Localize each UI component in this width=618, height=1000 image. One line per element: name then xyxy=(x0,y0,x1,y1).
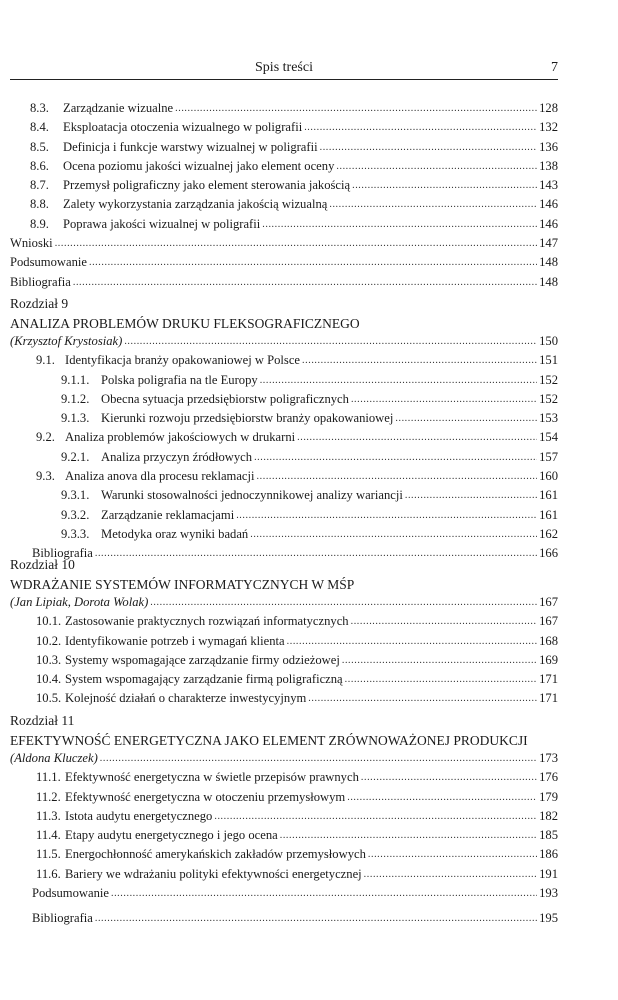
toc-entry[interactable]: 9.1.3. Kierunki rozwoju przedsiębiorstw branży opakowaniowej ..... 153 xyxy=(10,411,558,430)
toc-entry[interactable]: 10.5. Kolejność działań o charakterze inwestycyjnym ..... 171 xyxy=(10,691,558,710)
toc-entry[interactable]: Bibliografia ..... 148 xyxy=(10,275,558,294)
chapter-title: ANALIZA PROBLEMÓW DRUKU FLEKSOGRAFICZNEGO xyxy=(10,316,360,331)
chapter-10 xyxy=(10,555,558,711)
toc-entry[interactable]: 9.1.1. Polska poligrafia na tle Europy ..... 152 xyxy=(10,373,558,392)
toc-entry[interactable]: 11.3. Istota audytu energetycznego ..... 182 xyxy=(10,809,558,828)
chapter-label: Rozdział 10 xyxy=(10,557,75,572)
chapter-author[interactable]: (Krzysztof Krystosiak) ..... 150 xyxy=(10,334,558,353)
toc-entry[interactable]: Bibliografia ..... 166 xyxy=(10,546,558,565)
toc-entry[interactable]: 8.8. Zalety wykorzystania zarządzania jakością wizualną ..... 146 xyxy=(10,197,558,216)
toc-entry[interactable]: Bibliografia ..... 195 xyxy=(10,911,558,930)
toc-entry[interactable]: Podsumowanie ..... 148 xyxy=(10,255,558,274)
toc-entry[interactable]: 11.2. Efektywność energetyczna w otoczeniu przemysłowym ..... 179 xyxy=(10,790,558,809)
toc-entry[interactable]: 8.4. Eksploatacja otoczenia wizualnego w poligrafii ..... 132 xyxy=(10,120,558,139)
running-title: Spis treści xyxy=(255,60,313,75)
chapter-label: Rozdział 9 xyxy=(10,296,69,311)
toc-entry[interactable]: Podsumowanie ..... 193 xyxy=(10,886,558,905)
toc-entry[interactable]: 8.5. Definicja i funkcje warstwy wizualnej w poligrafii ..... 136 xyxy=(10,140,558,159)
toc-entry[interactable]: 8.7. Przemysł poligraficzny jako element sterowania jakością ..... 143 xyxy=(10,178,558,197)
chapter-9 xyxy=(10,294,558,566)
toc-entry[interactable]: 8.9. Poprawa jakości wizualnej w poligrafii ..... 146 xyxy=(10,217,558,236)
toc-entry[interactable]: 11.5. Energochłonność amerykańskich zakładów przemysłowych ..... 186 xyxy=(10,847,558,866)
toc-entry[interactable]: 11.6. Bariery we wdrażaniu polityki efektywności energetycznej ..... 191 xyxy=(10,867,558,886)
toc-entry[interactable]: 9.3.1. Warunki stosowalności jednoczynnikowej analizy wariancji ..... 161 xyxy=(10,488,558,507)
toc-entry[interactable]: 9.2.1. Analiza przyczyn źródłowych ..... 157 xyxy=(10,450,558,469)
chapter-author[interactable]: (Jan Lipiak, Dorota Wolak) ..... 167 xyxy=(10,595,558,614)
toc-continuation xyxy=(10,101,558,294)
toc-entry[interactable]: 9.1. Identyfikacja branży opakowaniowej w Polsce ..... 151 xyxy=(10,353,558,372)
toc-entry[interactable]: Wnioski ..... 147 xyxy=(10,236,558,255)
chapter-author[interactable]: (Aldona Kluczek) ..... 173 xyxy=(10,751,558,770)
toc-entry[interactable]: 9.3.3. Metodyka oraz wyniki badań ..... 162 xyxy=(10,527,558,546)
toc-entry[interactable]: 9.2. Analiza problemów jakościowych w drukarni ..... 154 xyxy=(10,430,558,449)
toc-entry[interactable]: 8.3. Zarządzanie wizualne ..... 128 xyxy=(10,101,558,120)
toc-entry[interactable]: 9.1.2. Obecna sytuacja przedsiębiorstw poligraficznych ..... 152 xyxy=(10,392,558,411)
page-number: 7 xyxy=(551,60,558,75)
toc-entry[interactable]: 11.4. Etapy audytu energetycznego i jego ocena ..... 185 xyxy=(10,828,558,847)
chapter-11 xyxy=(10,711,558,931)
toc-entry[interactable]: 10.2. Identyfikowanie potrzeb i wymagań klienta ..... 168 xyxy=(10,634,558,653)
chapter-title: EFEKTYWNOŚĆ ENERGETYCZNA JAKO ELEMENT ZRÓWNOWAŻONEJ PRODUKCJI xyxy=(10,733,528,748)
toc-entry[interactable]: 8.6. Ocena poziomu jakości wizualnej jako element oceny ..... 138 xyxy=(10,159,558,178)
toc-entry[interactable]: 11.1. Efektywność energetyczna w świetle przepisów prawnych ..... 176 xyxy=(10,770,558,789)
toc-entry[interactable]: 10.1. Zastosowanie praktycznych rozwiązań informatycznych ..... 167 xyxy=(10,614,558,633)
toc-entry[interactable]: 10.3. Systemy wspomagające zarządzanie firmy odzieżowej ..... 169 xyxy=(10,653,558,672)
toc-entry[interactable]: 10.4. System wspomagający zarządzanie firmą poligraficzną ..... 171 xyxy=(10,672,558,691)
page-header xyxy=(10,57,558,80)
toc-entry[interactable]: 9.3. Analiza anova dla procesu reklamacji ..... 160 xyxy=(10,469,558,488)
chapter-title: WDRAŻANIE SYSTEMÓW INFORMATYCZNYCH W MŚP xyxy=(10,577,355,592)
toc-entry[interactable]: 9.3.2. Zarządzanie reklamacjami ..... 161 xyxy=(10,508,558,527)
chapter-label: Rozdział 11 xyxy=(10,713,75,728)
